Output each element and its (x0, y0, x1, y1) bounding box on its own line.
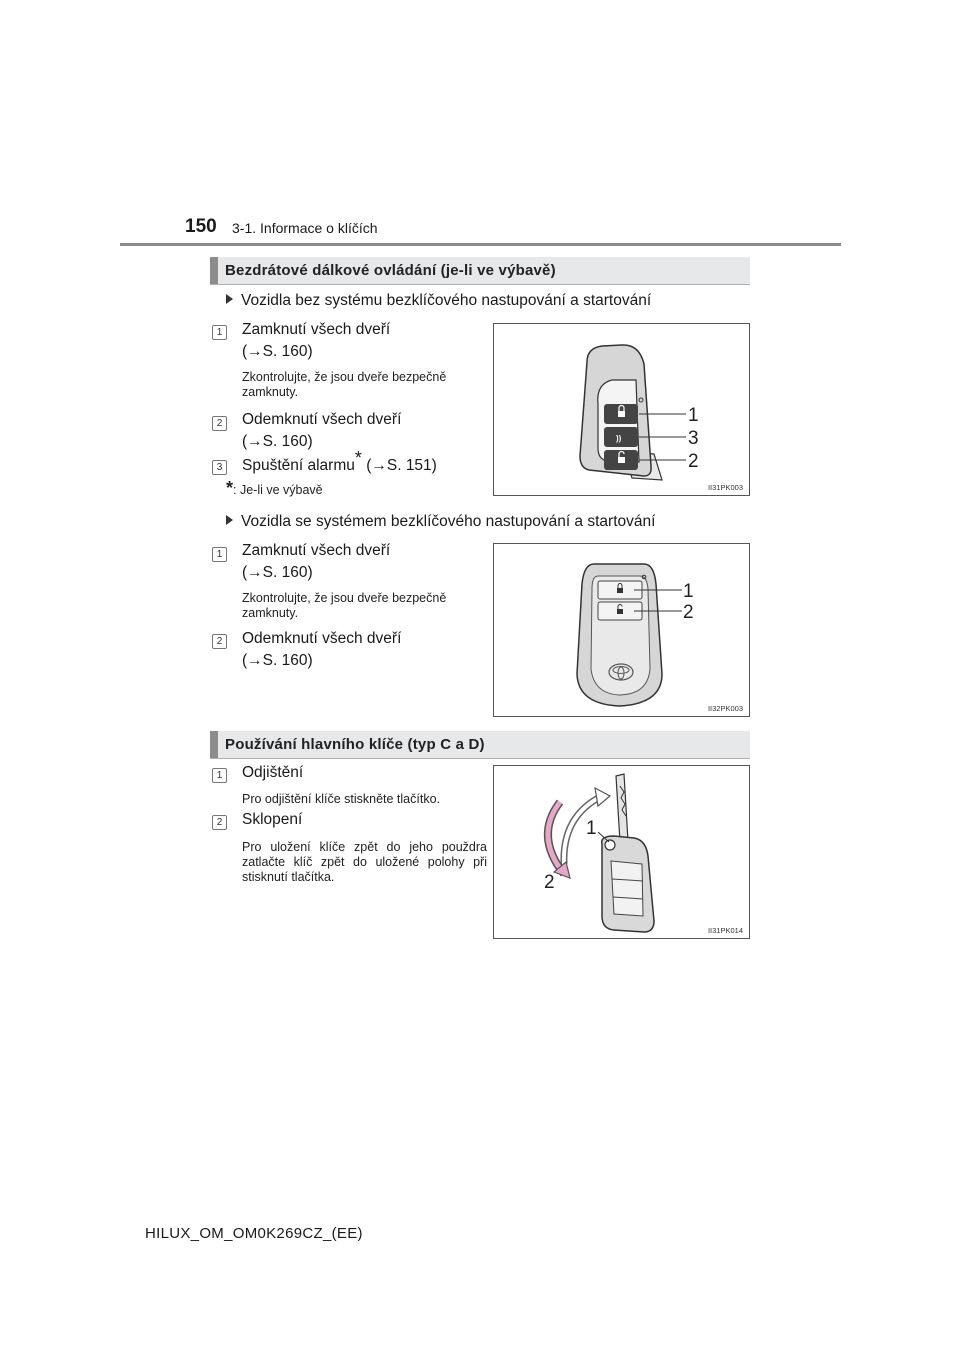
callout-2: 2 (683, 602, 694, 623)
item-ref: (→S. 160) (242, 433, 313, 450)
item-ref: (→S. 160) (242, 564, 313, 581)
item-alarm (242, 447, 437, 477)
item-label: Zamknutí všech dveří (242, 321, 391, 338)
section-heading-master-key (210, 731, 750, 759)
item-label: Odemknutí všech dveří (242, 411, 402, 428)
lock-icon (617, 588, 623, 593)
footnote (226, 478, 323, 498)
figure-flip-key-remote (493, 323, 750, 496)
alarm-icon: )) (616, 434, 622, 443)
item-release: Odjištění (242, 764, 304, 781)
item-number: 1 (212, 325, 227, 340)
footnote-star: * (226, 478, 234, 498)
footnote-text: : Je-li ve výbavě (233, 483, 323, 497)
subheading-with-smart-key (226, 513, 655, 531)
master-key-illustration (494, 766, 749, 938)
page-number: 150 (185, 216, 217, 237)
unlock-icon (617, 609, 623, 614)
section-heading-remote (210, 257, 750, 285)
triangle-bullet-icon (226, 294, 233, 304)
lock-icon (618, 411, 625, 417)
subheading-text: Vozidla bez systému bezklíčového nastupování a startování (241, 292, 652, 309)
item-fold: Sklopení (242, 811, 303, 828)
document-id: HILUX_OM_OM0K269CZ_(EE) (145, 1225, 363, 1242)
unfold-arrowhead-icon (595, 788, 610, 806)
item-number: 2 (212, 815, 227, 830)
header-rule (120, 243, 841, 246)
triangle-bullet-icon (226, 515, 233, 525)
item-number: 3 (212, 460, 227, 475)
callout-3: 3 (688, 428, 699, 449)
item-unlock-all (242, 409, 401, 453)
item-note: Pro odjištění klíče stiskněte tlačítko. (242, 792, 441, 806)
callout-2: 2 (544, 872, 555, 893)
item-label: Zamknutí všech dveří (242, 542, 391, 559)
subheading-without-smart-key (226, 292, 651, 310)
figure-code: II31PK014 (707, 926, 743, 935)
item-label: Spuštění alarmu (242, 457, 355, 474)
callout-1: 1 (683, 581, 694, 602)
chapter-title: 3-1. Informace o klíčích (232, 220, 378, 236)
item-note: Pro uložení klíče zpět do jeho použdra zatlačte klíč zpět do uložené polohy při stisknutí tlačítka. (242, 840, 487, 884)
section-title: Používání hlavního klíče (typ C a D) (225, 736, 485, 753)
section-title: Bezdrátové dálkové ovládání (je-li ve výbavě) (225, 262, 556, 279)
figure-code: II32PK003 (707, 704, 743, 713)
callout-1: 1 (586, 818, 597, 839)
item-ref: (→S. 160) (242, 343, 313, 360)
figure-code: II31PK003 (707, 483, 743, 492)
item-note: Zkontrolujte, že jsou dveře bezpečně zamknuty. (242, 591, 447, 620)
item-lock-all (242, 540, 390, 584)
item-number: 2 (212, 634, 227, 649)
item-ref: (→S. 151) (366, 457, 437, 474)
callout-2: 2 (688, 451, 699, 472)
item-number: 1 (212, 768, 227, 783)
item-lock-all (242, 319, 390, 363)
item-unlock-all (242, 628, 401, 672)
smart-key-illustration (494, 544, 749, 716)
item-number: 1 (212, 547, 227, 562)
key-blade (616, 774, 628, 842)
figure-smart-key-remote (493, 543, 750, 717)
item-number: 2 (212, 416, 227, 431)
flip-key-illustration (494, 324, 749, 495)
figure-master-key-fold (493, 765, 750, 939)
item-note: Zkontrolujte, že jsou dveře bezpečně zamknuty. (242, 370, 447, 399)
item-label: Odemknutí všech dveří (242, 630, 402, 647)
section-marker (210, 731, 218, 758)
callout-1: 1 (688, 405, 699, 426)
item-ref: (→S. 160) (242, 652, 313, 669)
subheading-text: Vozidla se systémem bezklíčového nastupování a startování (241, 513, 656, 530)
unlock-icon (618, 457, 625, 463)
section-marker (210, 257, 218, 284)
footnote-star: * (354, 447, 362, 468)
release-button (605, 840, 615, 850)
